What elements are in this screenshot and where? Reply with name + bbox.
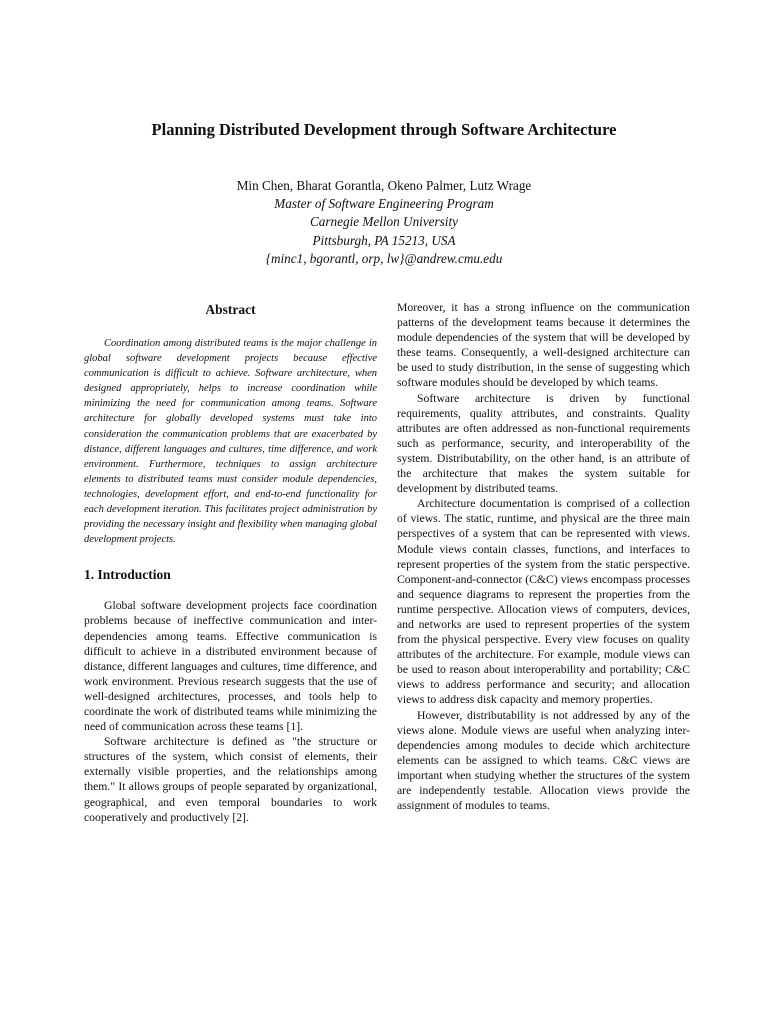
abstract-heading: Abstract [205, 302, 256, 317]
section-heading-introduction: 1. Introduction [84, 567, 171, 583]
author-university: Carnegie Mellon University [310, 214, 458, 230]
author-program: Master of Software Engineering Program [274, 196, 494, 212]
intro-paragraph: Architecture documentation is comprised of a collection of views. The static, runtime, and physical are the three main perspectives of a system that can be represented with views. Module views contain classes, functions, and interfaces to represent properties of the system from the static perspective. Component-and-connector (C&C) views encompass processes and sequence diagrams to represent the properties from the runtime perspective. Allocation views of computers, devices, and networks are used to represent properties of the system from the physical perspective. Every view focuses on quality attributes of the architecture. For example, module views can be used to reason about interoperability and portability; C&C views to address performance and security; and allocation views to address disk capacity and memory properties. [397, 497, 690, 707]
intro-paragraph: Moreover, it has a strong influence on the communication patterns of the development teams because it determines the module dependencies of the system that will be developed by these teams. Consequently, a well-designed architecture can be used to study distribution, in the sense of suggesting which software modules should be developed by which teams. [397, 301, 690, 390]
intro-paragraph: Global software development projects face coordination problems because of ineffective communication and inter-dependencies among teams. Effective communication is difficult to achieve in a distributed environment because of distance, different languages and cultures, time difference, and work environment. Previous research suggests that the use of well-designed architectures, processes, and tools help to coordinate the work of distributed teams while minimizing the need of communication across these teams [1]. [84, 599, 377, 734]
intro-paragraph: However, distributability is not addressed by any of the views alone. Module views are useful when analyzing inter-dependencies among modules to decide which architecture elements can be assigned to which teams. C&C views are important when studying whether the structures of the system are independently testable. Allocation views provide the assignment of modules to teams. [397, 708, 690, 813]
author-names: Min Chen, Bharat Gorantla, Okeno Palmer, Lutz Wrage [236, 178, 532, 193]
paper-title: Planning Distributed Development through Software Architecture [151, 120, 617, 139]
author-block [0, 177, 768, 268]
intro-paragraph: Software architecture is defined as "the structure or structures of the system, which consist of elements, their externally visible properties, and the relationships among them." It allows groups of people separated by organizational, geographical, and even temporal boundaries to work cooperatively and productively [2]. [84, 735, 377, 824]
author-email: {minc1, bgorantl, orp, lw}@andrew.cmu.edu [265, 250, 503, 266]
author-location: Pittsburgh, PA 15213, USA [312, 232, 456, 248]
left-column [84, 300, 377, 825]
abstract-text: Coordination among distributed teams is the major challenge in global software development projects because effective communication is difficult to achieve. Software architecture, when designed appropriately, helps to increase coordination while minimizing the need for communication among teams. Software architecture for globally developed systems must take into consideration the communication problems that are exacerbated by distance, different languages and cultures, time difference, and work environment. Furthermore, techniques to assign architecture elements to distributed teams must consider module dependencies, technologies, development effort, and end-to-end functionality for each development iteration. This facilitates project administration by providing the necessary insight and flexibility when managing global development projects. [84, 338, 377, 546]
right-column [397, 300, 690, 813]
intro-paragraph: Software architecture is driven by functional requirements, quality attributes, and constraints. Quality attributes are often addressed as non-functional requirements such as performance, security, and interoperability of the system. Distributability, on the other hand, is an attribute of the architecture that makes the system suitable for development by distributed teams. [397, 391, 690, 496]
